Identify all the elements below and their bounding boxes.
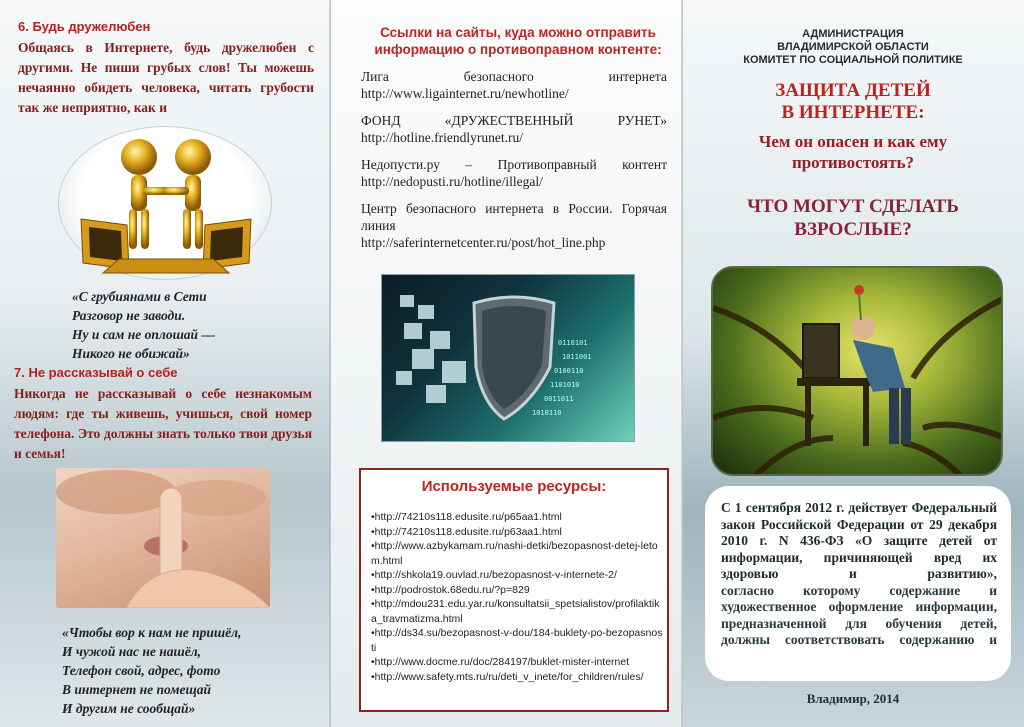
- resource-item[interactable]: •http://shkola19.ouvlad.ru/bezopasnost-v-internete-2/: [371, 569, 617, 581]
- resources-list: [369, 510, 665, 684]
- svg-text:0100110: 0100110: [554, 367, 584, 375]
- links-heading: Ссылки на сайты, куда можно отправить информацию о противоправном контенте:: [374, 25, 662, 57]
- resource-item[interactable]: •http://mdou231.edu.yar.ru/konsultatsii_spetsialistov/profilaktika_travmatizma.html: [371, 598, 660, 625]
- svg-text:1010110: 1010110: [532, 409, 562, 417]
- federal-law-box: [705, 486, 1011, 681]
- main-title: [703, 80, 1003, 124]
- svg-text:0011011: 0011011: [544, 395, 574, 403]
- resource-item[interactable]: •http://www.docme.ru/doc/284197/buklet-mister-internet: [371, 656, 630, 668]
- administration-header: [723, 28, 983, 67]
- resource-item[interactable]: •http://www.safety.mts.ru/ru/deti_v_inete/for_children/rules/: [371, 670, 644, 683]
- resource-item[interactable]: •http://74210s118.edusite.ru/p65aa1.html: [371, 511, 562, 523]
- hotline-name: Недопусти.ру – Противоправный контент: [361, 157, 667, 172]
- hotline-name: Лига безопасного интернета: [361, 69, 667, 84]
- adults-title-line: ЧТО МОГУТ СДЕЛАТЬ: [747, 196, 959, 217]
- subtitle-line: Чем он опасен и как ему: [758, 132, 948, 151]
- poem-line: И чужой нас не нашёл,: [62, 644, 202, 659]
- adults-title-line: ВЗРОСЛЫЕ?: [794, 219, 912, 240]
- city-year: Владимир, 2014: [806, 691, 900, 706]
- poem-rudeness: [72, 287, 215, 363]
- poem-line: Разговор не заводи.: [72, 308, 186, 323]
- resource-item[interactable]: •http://podrostok.68edu.ru/?p=829: [371, 583, 530, 596]
- adults-title: [703, 195, 1003, 241]
- admin-line: ВЛАДИМИРСКОЙ ОБЛАСТИ: [777, 41, 929, 53]
- admin-line: КОМИТЕТ ПО СОЦИАЛЬНОЙ ПОЛИТИКЕ: [743, 54, 963, 66]
- shield-data-illustration: [381, 274, 635, 442]
- handshake-figures-illustration: [58, 126, 272, 280]
- hotline-name: ФОНД «ДРУЖЕСТВЕННЫЙ РУНЕТ»: [361, 113, 667, 128]
- resource-item[interactable]: •http://ds34.su/bezopasnost-v-dou/184-buklety-po-bezopasnosti: [371, 627, 663, 654]
- poem-line: И другим не сообщай»: [62, 701, 196, 716]
- title-line: В ИНТЕРНЕТЕ:: [781, 102, 925, 123]
- subtitle-line: противостоять?: [791, 153, 915, 172]
- hotline-link-block: [361, 156, 667, 190]
- svg-text:0110101: 0110101: [558, 339, 588, 347]
- middle-panel: [330, 0, 682, 727]
- poem-line: Телефон свой, адрес, фото: [62, 663, 221, 678]
- resource-item[interactable]: •http://74210s118.edusite.ru/p63aa1.html: [371, 525, 562, 538]
- child-silence-photo: [56, 468, 270, 608]
- poem-line: «Чтобы вор к нам не пришёл,: [62, 625, 242, 640]
- law-statement: С 1 сентября 2012 г. действует Федеральный закон Российской Федерации от 29 декабря 2010 г. N 436-ФЗ «О защите детей от информации, причиняющей вред их здоровью и развитию»,: [721, 500, 997, 581]
- svg-text:1101010: 1101010: [550, 381, 580, 389]
- section-6-text: Общаясь в Интернете, будь дружелюбен с другими. Не пиши грубых слов! Ты можешь нечаянно обидеть человека, читать грубости так же неприятно, как и: [18, 40, 314, 115]
- hotline-url[interactable]: http://hotline.friendlyrunet.ru/: [361, 130, 523, 145]
- poem-line: Ну и сам не оплошай —: [72, 327, 215, 342]
- admin-line: АДМИНИСТРАЦИЯ: [802, 28, 904, 40]
- title-line: ЗАЩИТА ДЕТЕЙ: [775, 80, 931, 101]
- hotline-name: Центр безопасного интернета в России. Горячая линия: [361, 201, 667, 233]
- fold-line: [329, 0, 331, 727]
- svg-text:1011001: 1011001: [562, 353, 592, 361]
- law-requirement: согласно которому содержание и художественное оформление информации, предназначенной для обучения детей, должны соответствовать содержанию и: [721, 582, 997, 647]
- hotline-link-block: [361, 200, 667, 251]
- poem-line: «С грубиянами в Сети: [72, 289, 207, 304]
- section-7-text: Никогда не рассказывай о себе незнакомым людям: где ты живешь, учишься, свой номер телефона. Это должны знать только твои друзья и семья!: [14, 386, 312, 461]
- hotline-url[interactable]: http://nedopusti.ru/hotline/illegal/: [361, 174, 543, 189]
- hotline-url[interactable]: http://saferinternetcenter.ru/post/hot_line.php: [361, 235, 606, 250]
- poem-privacy: [62, 623, 241, 718]
- computer-addiction-illustration: [711, 266, 1003, 476]
- section-6-title: 6. Будь дружелюбен: [18, 19, 151, 34]
- resource-item[interactable]: •http://www.azbykamam.ru/nashi-detki/bezopasnost-detej-letom.html: [371, 540, 658, 567]
- section-7-title: 7. Не рассказывай о себе: [14, 365, 178, 380]
- fold-line: [681, 0, 683, 727]
- right-panel: [682, 0, 1024, 727]
- subtitle: [703, 131, 1003, 173]
- hotline-link-block: [361, 112, 667, 146]
- left-panel: [0, 0, 330, 727]
- resources-box: [359, 468, 669, 712]
- resources-title: Используемые ресурсы:: [421, 478, 607, 495]
- poem-line: Никого не обижай»: [72, 346, 190, 361]
- hotline-link-block: [361, 68, 667, 102]
- hotline-url[interactable]: http://www.ligainternet.ru/newhotline/: [361, 86, 569, 101]
- poem-line: В интернет не помещай: [62, 682, 211, 697]
